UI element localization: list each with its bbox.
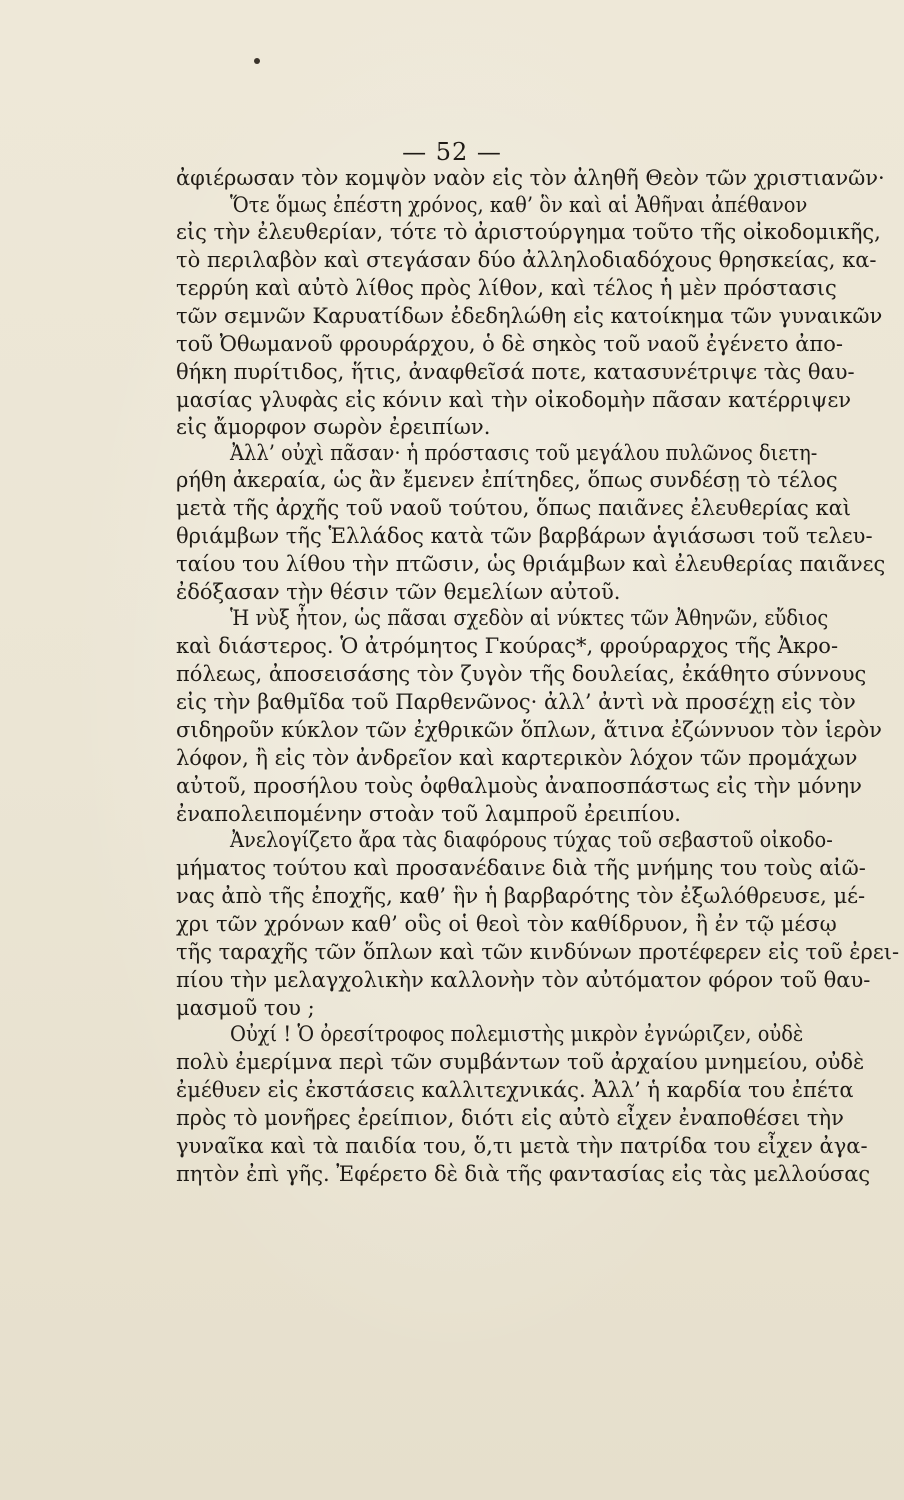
- text-line: λόφον, ἢ εἰς τὸν ἀνδρεῖον καὶ καρτερικὸν λόχον τῶν προμάχων: [176, 746, 858, 770]
- text-line: χρι τῶν χρόνων καθ’ οὓς οἱ θεοὶ τὸν καθίδρυον, ἢ ἐν τῷ μέσῳ: [176, 912, 837, 936]
- text-line: ἐδόξασαν τὴν θέσιν τῶν θεμελίων αὐτοῦ.: [176, 580, 621, 604]
- text-line: Ἀλλ’ οὐχὶ πᾶσαν· ἡ πρόστασις τοῦ μεγάλου πυλῶνος διετη-: [230, 441, 818, 465]
- text-line: πίου τὴν μελαγχολικὴν καλλονὴν τὸν αὐτόματον φόρον τοῦ θαυ-: [176, 968, 871, 992]
- text-line: ρήθη ἀκεραία, ὡς ἂν ἔμενεν ἐπίτηδες, ὅπως συνδέσῃ τὸ τέλος: [176, 468, 838, 492]
- text-line: ταίου του λίθου τὴν πτῶσιν, ὡς θριάμβων καὶ ἐλευθερίας παιᾶνες: [176, 552, 886, 576]
- text-line: θριάμβων τῆς Ἑλλάδος κατὰ τῶν βαρβάρων ἁγιάσωσι τοῦ τελευ-: [176, 524, 873, 548]
- text-line: τῶν σεμνῶν Καρυατίδων ἐδεδηλώθη εἰς κατοίκημα τῶν γυναικῶν: [176, 304, 883, 328]
- text-line: καὶ διάστερος. Ὁ ἀτρόμητος Γκούρας*, φρούραρχος τῆς Ἀκρο-: [176, 634, 839, 658]
- ink-speck: [254, 58, 260, 64]
- text-line: εἰς τὴν ἐλευθερίαν, τότε τὸ ἀριστούργημα τοῦτο τῆς οἰκοδομικῆς,: [176, 220, 881, 244]
- text-line: Ἡ νὺξ ἦτον, ὡς πᾶσαι σχεδὸν αἱ νύκτες τῶν Ἀθηνῶν, εὔδιος: [230, 606, 829, 630]
- text-line: ἀφιέρωσαν τὸν κομψὸν ναὸν εἰς τὸν ἀληθῆ Θεὸν τῶν χριστιανῶν·: [176, 166, 885, 190]
- text-line: Ὅτε ὅμως ἐπέστη χρόνος, καθ’ ὃν καὶ αἱ Ἀθῆναι ἀπέθανον: [230, 193, 808, 217]
- text-line: τοῦ Ὀθωμανοῦ φρουράρχου, ὁ δὲ σηκὸς τοῦ ναοῦ ἐγένετο ἀπο-: [176, 332, 843, 356]
- text-line: μετὰ τῆς ἀρχῆς τοῦ ναοῦ τούτου, ὅπως παιᾶνες ἐλευθερίας καὶ: [176, 496, 852, 520]
- text-line: πρὸς τὸ μονῆρες ἐρείπιον, διότι εἰς αὐτὸ εἶχεν ἐναποθέσει τὴν: [176, 1106, 844, 1130]
- page-number: — 52 —: [402, 138, 502, 166]
- text-line: πόλεως, ἀποσεισάσης τὸν ζυγὸν τῆς δουλείας, ἐκάθητο σύννους: [176, 662, 867, 686]
- text-line: μήματος τούτου καὶ προσανέδαινε διὰ τῆς μνήμης του τοὺς αἰῶ-: [176, 856, 866, 880]
- text-line: πολὺ ἐμερίμνα περὶ τῶν συμβάντων τοῦ ἀρχαίου μνημείου, οὐδὲ: [176, 1050, 865, 1074]
- text-line: αὐτοῦ, προσήλου τοὺς ὀφθαλμοὺς ἀναποσπάστως εἰς τὴν μόνην: [176, 774, 862, 798]
- text-line: ἐμέθυεν εἰς ἐκστάσεις καλλιτεχνικάς. Ἀλλ’ ἡ καρδία του ἐπέτα: [176, 1078, 854, 1102]
- text-line: νας ἀπὸ τῆς ἐποχῆς, καθ’ ἣν ἡ βαρβαρότης τὸν ἐξωλόθρευσε, μέ-: [176, 884, 866, 908]
- text-line: Ἀνελογίζετο ἄρα τὰς διαφόρους τύχας τοῦ σεβαστοῦ οἰκοδο-: [230, 828, 833, 852]
- text-line: μασίας γλυφὰς εἰς κόνιν καὶ τὴν οἰκοδομὴν πᾶσαν κατέρριψεν: [176, 388, 851, 412]
- text-line: μασμοῦ του ;: [176, 996, 315, 1020]
- text-line: τὸ περιλαβὸν καὶ στεγάσαν δύο ἀλληλοδιαδόχους θρησκείας, κα-: [176, 248, 877, 272]
- text-line: ἐναπολειπομένην στοὰν τοῦ λαμπροῦ ἐρειπίου.: [176, 802, 681, 826]
- text-line: τερρύη καὶ αὐτὸ λίθος πρὸς λίθον, καὶ τέλος ἡ μὲν πρόστασις: [176, 276, 837, 300]
- text-line: τῆς ταραχῆς τῶν ὅπλων καὶ τῶν κινδύνων προτέφερεν εἰς τοῦ ἐρει-: [176, 940, 900, 964]
- text-line: σιδηροῦν κύκλον τῶν ἐχθρικῶν ὅπλων, ἅτινα ἐζώννυον τὸν ἱερὸν: [176, 718, 882, 742]
- text-line: εἰς ἄμορφον σωρὸν ἐρειπίων.: [176, 415, 491, 439]
- text-line: εἰς τὴν βαθμῖδα τοῦ Παρθενῶνος· ἀλλ’ ἀντὶ νὰ προσέχῃ εἰς τὸν: [176, 690, 856, 714]
- text-line: γυναῖκα καὶ τὰ παιδία του, ὅ,τι μετὰ τὴν πατρίδα του εἶχεν ἀγα-: [176, 1134, 868, 1158]
- text-line: Οὐχί ! Ὁ ὀρεσίτροφος πολεμιστὴς μικρὸν ἐγνώριζεν, οὐδὲ: [230, 1022, 804, 1046]
- text-line: πητὸν ἐπὶ γῆς. Ἐφέρετο δὲ διὰ τῆς φαντασίας εἰς τὰς μελλούσας: [176, 1162, 871, 1186]
- text-line: θήκη πυρίτιδος, ἥτις, ἀναφθεῖσά ποτε, κατασυνέτριψε τὰς θαυ-: [176, 360, 855, 384]
